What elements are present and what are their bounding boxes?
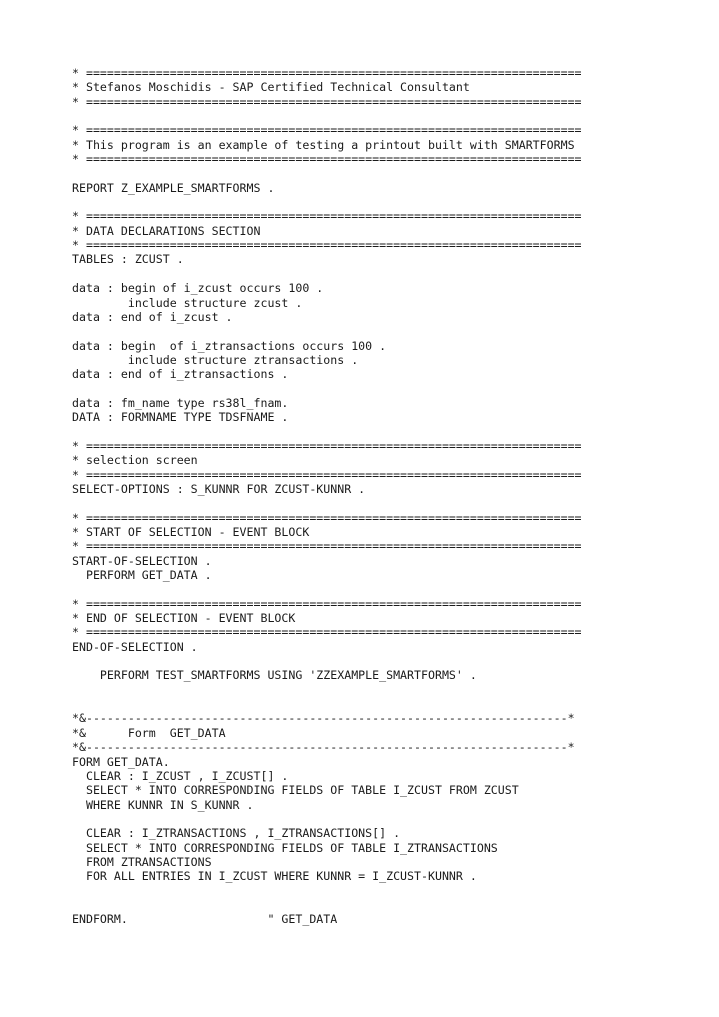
code-line: * ======================================================================= xyxy=(72,539,582,554)
code-line: * Stefanos Moschidis - SAP Certified Technical Consultant xyxy=(72,80,470,95)
code-line: data : begin of i_ztransactions occurs 100 . xyxy=(72,338,387,353)
blank-line xyxy=(72,382,702,396)
blank-line xyxy=(72,582,702,596)
blank-line xyxy=(72,425,702,439)
blank-line xyxy=(72,195,702,209)
code-line: SELECT * INTO CORRESPONDING FIELDS OF TABLE I_ZTRANSACTIONS xyxy=(72,840,498,855)
code-line: * DATA DECLARATIONS SECTION xyxy=(72,223,261,238)
code-line: FORM GET_DATA. xyxy=(72,754,170,769)
code-line: *&---------------------------------------------------------------------* xyxy=(72,740,575,755)
blank-line xyxy=(72,324,702,338)
code-line: * ======================================================================= xyxy=(72,209,582,224)
code-line: ENDFORM. " GET_DATA xyxy=(72,912,338,927)
code-line: CLEAR : I_ZCUST , I_ZCUST[] . xyxy=(72,768,289,783)
code-line: * ======================================================================= xyxy=(72,152,582,167)
code-line: CLEAR : I_ZTRANSACTIONS , I_ZTRANSACTIONS[] . xyxy=(72,826,401,841)
blank-line xyxy=(72,683,702,697)
code-line: data : begin of i_zcust occurs 100 . xyxy=(72,281,324,296)
code-line: SELECT-OPTIONS : S_KUNNR FOR ZCUST-KUNNR . xyxy=(72,481,366,496)
code-line: * ======================================================================= xyxy=(72,238,582,253)
code-line: * ======================================================================= xyxy=(72,596,582,611)
code-line: * END OF SELECTION - EVENT BLOCK xyxy=(72,611,296,626)
code-line: PERFORM GET_DATA . xyxy=(72,568,212,583)
blank-line xyxy=(72,697,702,711)
blank-line xyxy=(72,166,702,180)
code-line: * ======================================================================= xyxy=(72,123,582,138)
code-line: FOR ALL ENTRIES IN I_ZCUST WHERE KUNNR = I_ZCUST-KUNNR . xyxy=(72,869,477,884)
code-line: * ======================================================================= xyxy=(72,438,582,453)
blank-line xyxy=(72,884,702,898)
code-line: * START OF SELECTION - EVENT BLOCK xyxy=(72,525,310,539)
code-line: PERFORM TEST_SMARTFORMS USING 'ZZEXAMPLE_SMARTFORMS' . xyxy=(72,668,477,683)
code-line: WHERE KUNNR IN S_KUNNR . xyxy=(72,797,254,812)
code-line: * ======================================================================= xyxy=(72,510,582,525)
code-line: include structure zcust . xyxy=(72,295,303,310)
abap-source-code xyxy=(72,66,702,927)
code-line: END-OF-SELECTION . xyxy=(72,639,198,654)
blank-line xyxy=(72,267,702,281)
code-line: DATA : FORMNAME TYPE TDSFNAME . xyxy=(72,410,289,425)
code-line: START-OF-SELECTION . xyxy=(72,553,212,568)
blank-line xyxy=(72,654,702,668)
code-line: * This program is an example of testing a printout built with SMARTFORMS xyxy=(72,137,575,152)
code-line: * ======================================================================= xyxy=(72,625,582,640)
code-line: include structure ztransactions . xyxy=(72,352,359,367)
blank-line xyxy=(72,109,702,123)
code-line: * ======================================================================= xyxy=(72,467,582,482)
code-line: TABLES : ZCUST . xyxy=(72,252,184,267)
blank-line xyxy=(72,812,702,826)
blank-line xyxy=(72,496,702,510)
code-line: data : end of i_ztransactions . xyxy=(72,367,289,382)
code-line: *&---------------------------------------------------------------------* xyxy=(72,711,575,726)
code-line: *& Form GET_DATA xyxy=(72,725,226,740)
code-line: REPORT Z_EXAMPLE_SMARTFORMS . xyxy=(72,180,275,195)
code-line: * selection screen xyxy=(72,453,198,468)
code-line: * ======================================================================= xyxy=(72,94,582,109)
code-line: * ======================================================================= xyxy=(72,66,582,80)
code-line: FROM ZTRANSACTIONS xyxy=(72,854,212,869)
code-line: data : end of i_zcust . xyxy=(72,309,233,324)
code-line: SELECT * INTO CORRESPONDING FIELDS OF TABLE I_ZCUST FROM ZCUST xyxy=(72,783,519,798)
code-line: data : fm_name type rs38l_fnam. xyxy=(72,395,289,410)
blank-line xyxy=(72,898,702,912)
